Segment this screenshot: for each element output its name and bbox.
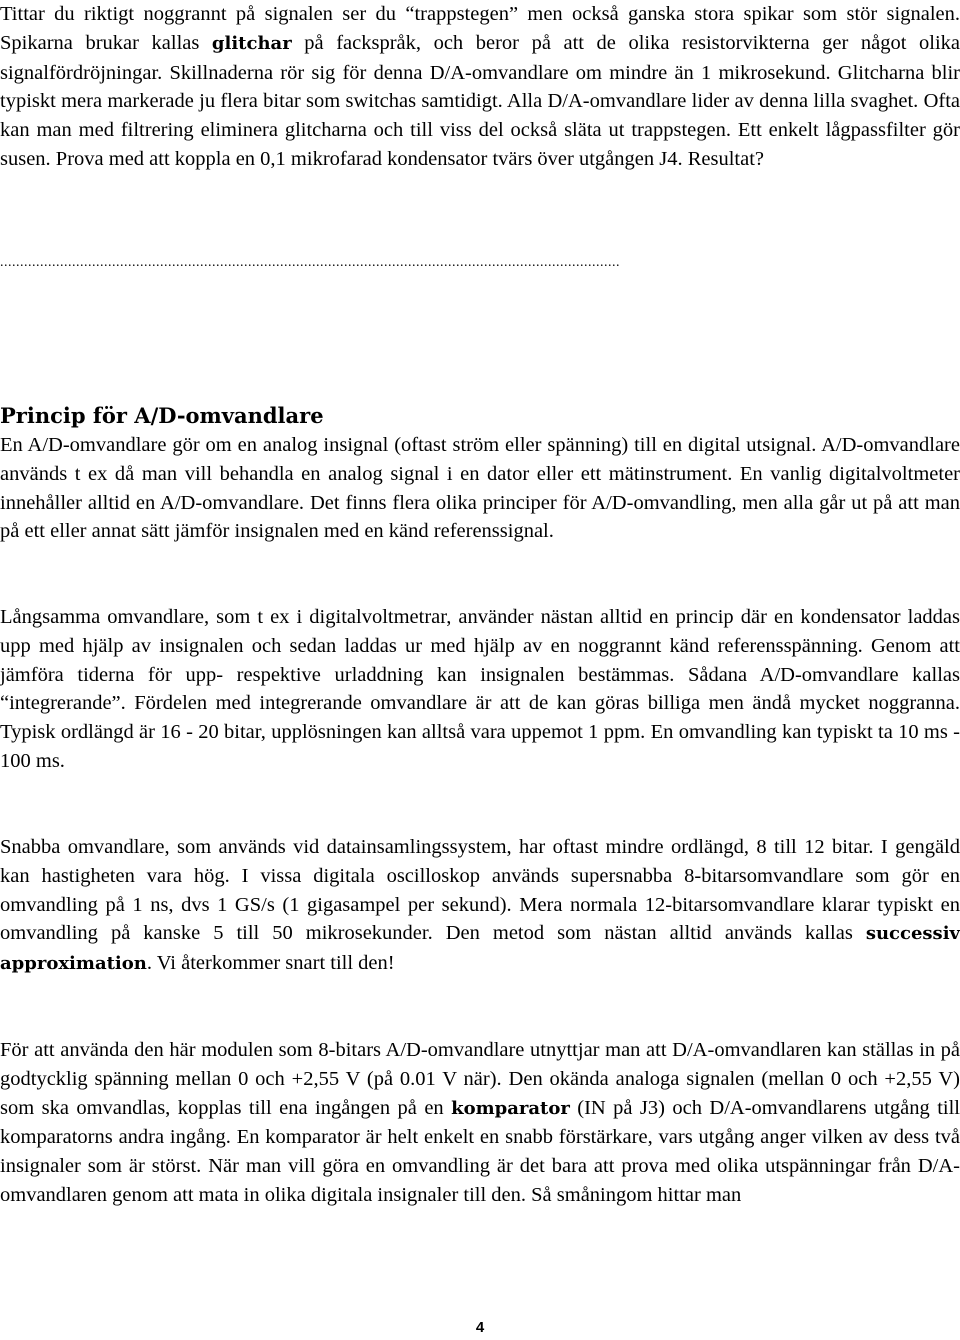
paragraph-text: (IN på J3) och D/A-omvandlarens utgång till komparatorns andra ingång. En komparator är helt enkelt en snabb förstärkare, vars utgång anger vilken av dess två insignaler som är störst. När man vill göra en omvandling är det bara att prova med olika utspänningar från D/A-omvandlaren genom att mata in olika digitala insignaler till den. Så småningom hittar man — [0, 1096, 960, 1206]
bold-term: glitchar — [211, 32, 292, 54]
bold-term: komparator — [451, 1097, 570, 1119]
paragraph-module-usage — [0, 1036, 960, 1210]
bold-term: successiv approximation — [0, 923, 960, 975]
paragraph-text: . Vi återkommer snart till den! — [146, 952, 395, 975]
section-heading: Princip för A/D-omvandlare — [0, 403, 324, 428]
paragraph-text: Långsamma omvandlare, som t ex i digitalvoltmetrar, använder nästan alltid en princip där en kondensator laddas upp med hjälp av insignalen och sedan laddas ur med hjälp av en noggrannt känd referensspänning. Genom att jämföra tiderna för upp- respektive urladdning kan insignalen bestämmas. Sådana A/D-omvandlare kallas “integrerande”. Fördelen med integrerande omvandlare är att de kan göras billiga men ändå mycket noggranna. Typisk ordlängd är 16 - 20 bitar, upplösningen kan alltså vara uppemot 1 ppm. En omvandling kan typiskt ta 10 ms - 100 ms. — [0, 606, 960, 772]
paragraph-glitches — [0, 0, 960, 174]
paragraph-ad-intro — [0, 431, 960, 546]
paragraph-text: Snabba omvandlare, som används vid datainsamlingssystem, har oftast mindre ordlängd, 8 till 12 bitar. I gengäld kan hastigheten vara hög. I vissa digitala oscilloskop används supersnabba 8-bitarsomvandlare som gör en omvandling på 1 ns, dvs 1 GS/s (1 gigasampel per sekund). Mera normala 12-bitarsomvandlare klarar typiskt en omvandling på kanske 5 till 50 mikrosekunder. Den metod som nästan alltid används kallas — [0, 836, 960, 945]
paragraph-slow-converters — [0, 603, 960, 776]
paragraph-text: För att använda den här modulen som 8-bitars A/D-omvandlare utnyttjar man att D/A-omvandlaren kan ställas in på godtycklig spänning mellan 0 och +2,55 V (på 0.01 V när). Den okända analoga signalen (mellan 0 och +2,55 V) som ska omvandlas, kopplas till ena ingången på en — [0, 1039, 960, 1119]
paragraph-text: Tittar du riktigt noggrannt på signalen ser du “trappstegen” men också ganska stora spikar som stör signalen. Spikarna brukar kallas — [0, 3, 960, 54]
dotted-separator: ........................................................................................................................................................... — [0, 255, 620, 270]
paragraph-text: En A/D-omvandlare gör om en analog insignal (oftast ström eller spänning) till en digital utsignal. A/D-omvandlare används t ex då man vill behandla en analog signal i en dator eller ett mätinstrument. En vanlig digitalvoltmeter innehåller alltid en A/D-omvandlare. Det finns flera olika principer för A/D-omvandling, men alla går ut på att man på ett eller annat sätt jämför insignalen med en känd referenssignal. — [0, 434, 960, 543]
paragraph-fast-converters — [0, 833, 960, 979]
paragraph-text: på fackspråk, och beror på att de olika resistorvikterna ger något olika signalfördröjningar. Skillnaderna rör sig för denna D/A-omvandlare om mindre än 1 mikrosekund. Glitcharna blir typiskt mera markerade ju flera bitar som switchas samtidigt. Alla D/A-omvandlare lider av denna lilla svaghet. Ofta kan man med filtrering eliminera glitcharna och till viss del också släta ut trappstegen. Ett enkelt lågpassfilter gör susen. Prova med att koppla en 0,1 mikrofarad kondensator tvärs över utgången J4. Resultat? — [0, 31, 960, 170]
page-number: 4 — [475, 1319, 485, 1336]
